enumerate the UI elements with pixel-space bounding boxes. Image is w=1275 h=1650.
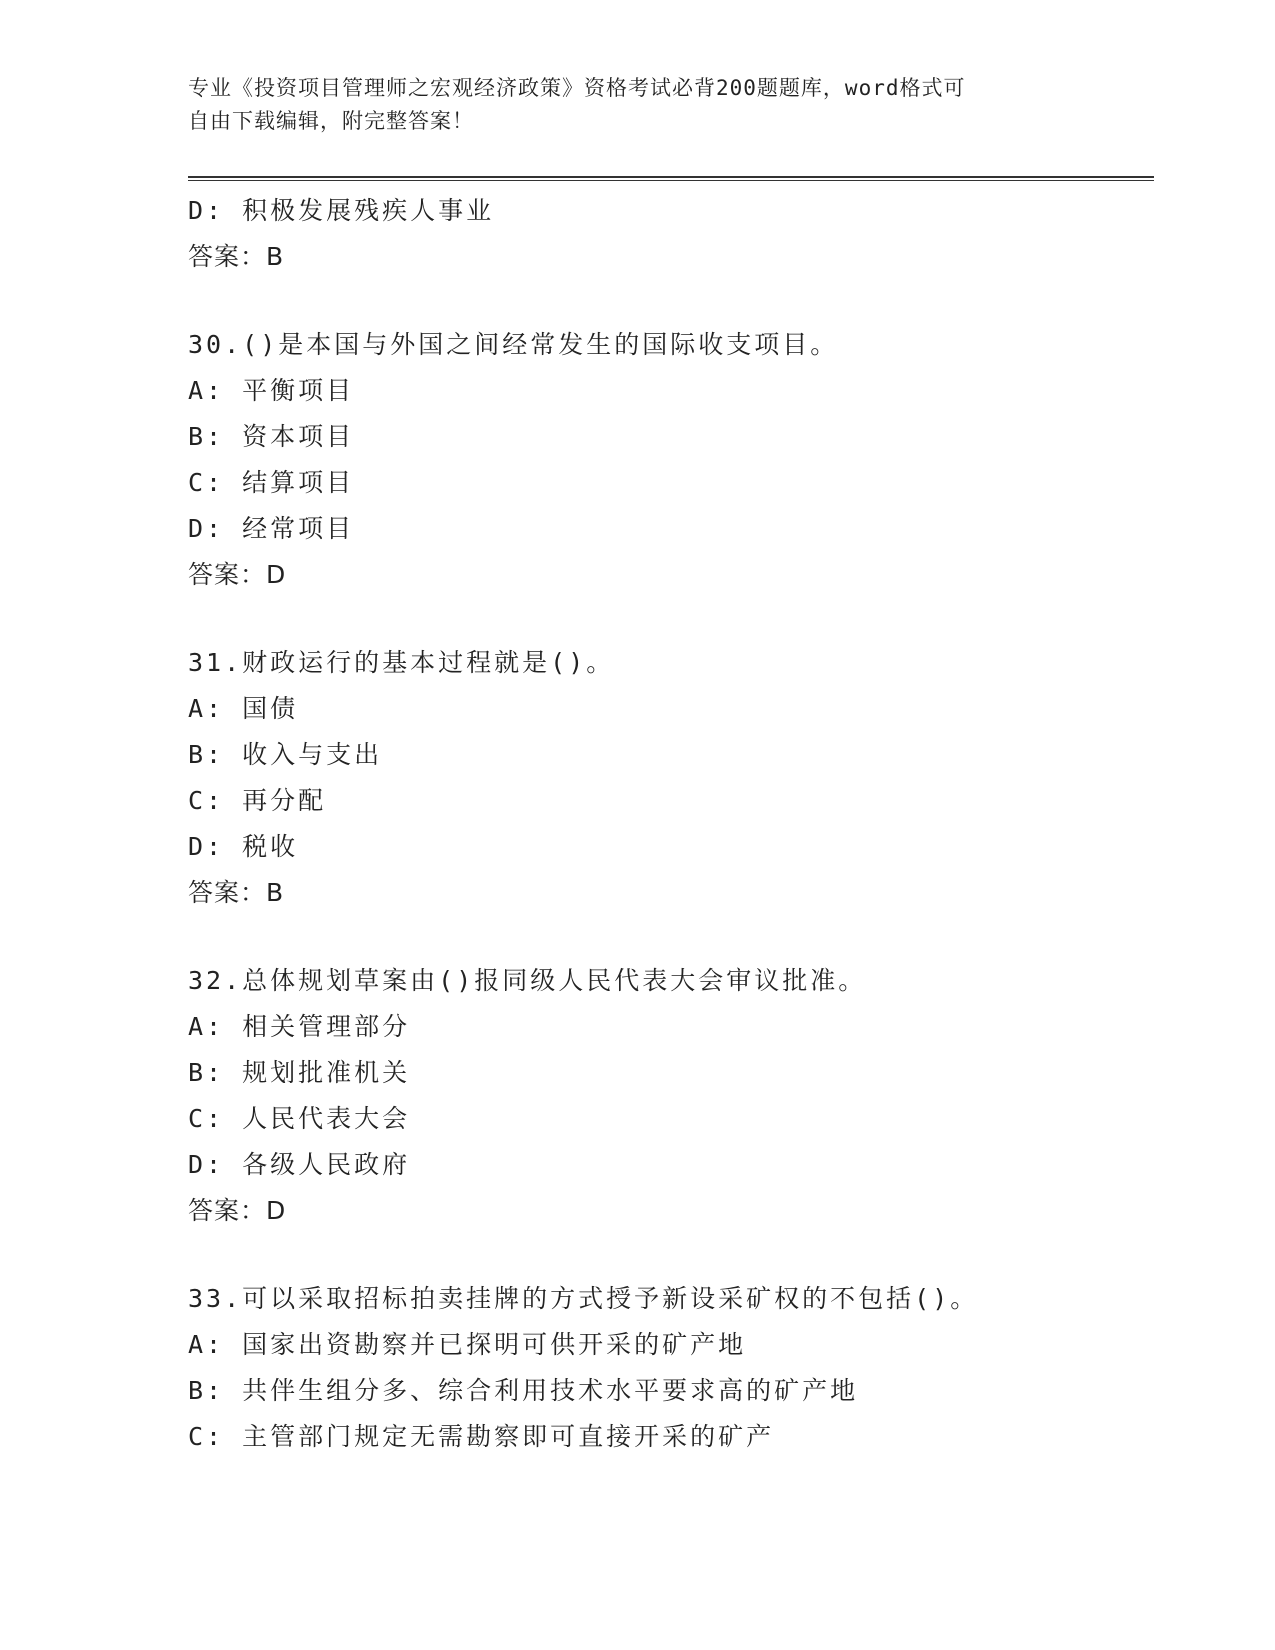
- spacer: [188, 598, 1154, 640]
- question-31-stem: 31.财政运行的基本过程就是()。: [188, 648, 615, 677]
- question-32-stem: 32.总体规划草案由()报同级人民代表大会审议批准。: [188, 966, 867, 995]
- header-line-2: 自由下载编辑，附完整答案！: [188, 109, 474, 133]
- question-33-stem: 33.可以采取招标拍卖挂牌的方式授予新设采矿权的不包括()。: [188, 1284, 979, 1313]
- header-divider: [188, 176, 1154, 181]
- question-30-answer: 答案：D: [188, 560, 287, 589]
- question-31-option-a: A: 国债: [188, 694, 299, 723]
- question-32-answer: 答案：D: [188, 1196, 287, 1225]
- question-31-answer: 答案：B: [188, 878, 285, 907]
- question-30-option-b: B: 资本项目: [188, 422, 355, 451]
- question-32-option-b: B: 规划批准机关: [188, 1058, 411, 1087]
- answer: 答案：B: [188, 242, 285, 271]
- question-33-option-b: B: 共伴生组分多、综合利用技术水平要求高的矿产地: [188, 1376, 859, 1405]
- question-32-option-a: A: 相关管理部分: [188, 1012, 411, 1041]
- spacer: [188, 916, 1154, 958]
- header-line-1: 专业《投资项目管理师之宏观经济政策》资格考试必背200题题库，word格式可: [188, 76, 966, 100]
- question-30-option-a: A: 平衡项目: [188, 376, 355, 405]
- document-header: [188, 72, 1068, 138]
- question-32-option-c: C: 人民代表大会: [188, 1104, 411, 1133]
- question-30-option-c: C: 结算项目: [188, 468, 355, 497]
- question-30-stem: 30.()是本国与外国之间经常发生的国际收支项目。: [188, 330, 839, 359]
- question-33-option-a: A: 国家出资勘察并已探明可供开采的矿产地: [188, 1330, 747, 1359]
- question-31-option-b: B: 收入与支出: [188, 740, 383, 769]
- question-32-option-d: D: 各级人民政府: [188, 1150, 411, 1179]
- question-30-option-d: D: 经常项目: [188, 514, 355, 543]
- question-list: [188, 188, 1154, 1460]
- spacer: [188, 1234, 1154, 1276]
- spacer: [188, 280, 1154, 322]
- question-31-option-d: D: 税收: [188, 832, 299, 861]
- option-d: D: 积极发展残疾人事业: [188, 196, 495, 225]
- question-33-option-c: C: 主管部门规定无需勘察即可直接开采的矿产: [188, 1422, 775, 1451]
- question-31-option-c: C: 再分配: [188, 786, 327, 815]
